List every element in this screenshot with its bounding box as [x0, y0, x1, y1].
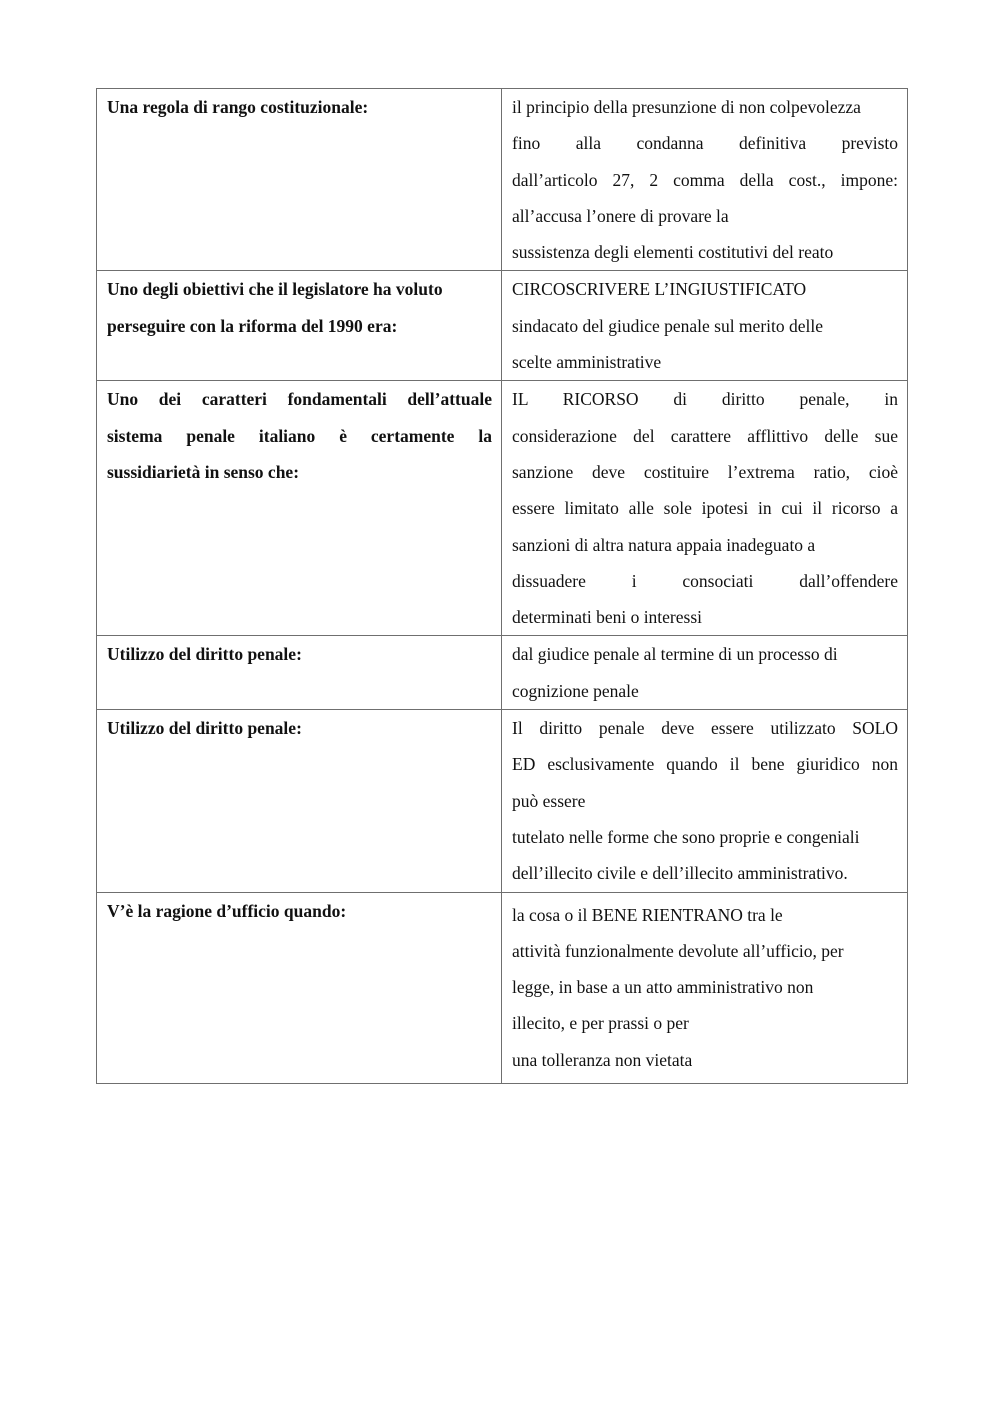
- answer-line: dall’articolo 27, 2 comma della cost., impone:: [512, 169, 898, 190]
- table-row: [97, 381, 908, 636]
- qa-table: [96, 88, 908, 1084]
- question-text: sistema penale italiano è certamente la: [107, 425, 492, 446]
- answer-cell: [502, 710, 908, 892]
- answer-line: all’accusa l’onere di provare la: [512, 205, 729, 226]
- table-row: [97, 710, 908, 892]
- answer-line: scelte amministrative: [512, 352, 662, 373]
- answer-line: dell’illecito civile e dell’illecito amministrativo.: [512, 863, 848, 884]
- answer-cell: [502, 271, 908, 381]
- answer-cell: [502, 636, 908, 710]
- answer-line: Il diritto penale deve essere utilizzato SOLO: [512, 718, 898, 739]
- question-text: perseguire con la riforma del 1990 era:: [107, 315, 398, 336]
- answer-line: legge, in base a un atto amministrativo non: [512, 977, 814, 998]
- answer-line: sindacato del giudice penale sul merito delle: [512, 315, 824, 336]
- answer-line: sanzione deve costituire l’extrema ratio, cioè: [512, 461, 898, 482]
- answer-line: essere limitato alle sole ipotesi in cui il ricorso a: [512, 498, 898, 519]
- answer-line: tutelato nelle forme che sono proprie e congeniali: [512, 826, 860, 847]
- answer-line: illecito, e per prassi o per: [512, 1013, 689, 1034]
- answer-line: dissuadere i consociati dall’offendere: [512, 570, 898, 591]
- answer-line: CIRCOSCRIVERE L’INGIUSTIFICATO: [512, 279, 807, 300]
- answer-line: sussistenza degli elementi costitutivi del reato: [512, 242, 834, 263]
- answer-line: IL RICORSO di diritto penale, in: [512, 389, 898, 410]
- answer-line: determinati beni o interessi: [512, 607, 703, 628]
- answer-line: ED esclusivamente quando il bene giuridico non: [512, 754, 898, 775]
- answer-line: una tolleranza non vietata: [512, 1049, 693, 1070]
- table-row: [97, 271, 908, 381]
- answer-line: dal giudice penale al termine di un processo di: [512, 644, 838, 665]
- question-cell: [97, 710, 502, 892]
- question-cell: [97, 381, 502, 636]
- answer-line: considerazione del carattere afflittivo delle sue: [512, 425, 898, 446]
- answer-cell: [502, 89, 908, 271]
- answer-line: cognizione penale: [512, 680, 639, 701]
- answer-line: attività funzionalmente devolute all’ufficio, per: [512, 940, 844, 961]
- question-text: Utilizzo del diritto penale:: [107, 644, 302, 665]
- table-row: [97, 892, 908, 1083]
- answer-line: sanzioni di altra natura appaia inadeguato a: [512, 534, 816, 555]
- answer-cell: [502, 381, 908, 636]
- answer-line: il principio della presunzione di non colpevolezza: [512, 97, 861, 117]
- question-text: Uno degli obiettivi che il legislatore ha voluto: [107, 279, 443, 300]
- table-row: [97, 89, 908, 271]
- question-text: V’è la ragione d’ufficio quando:: [107, 900, 347, 921]
- answer-cell: [502, 892, 908, 1083]
- answer-line: può essere: [512, 790, 586, 811]
- question-cell: [97, 636, 502, 710]
- question-cell: [97, 89, 502, 271]
- answer-line: la cosa o il BENE RIENTRANO tra le: [512, 904, 783, 925]
- question-text: Uno dei caratteri fondamentali dell’attuale: [107, 389, 492, 410]
- table-row: [97, 636, 908, 710]
- question-text: Utilizzo del diritto penale:: [107, 718, 302, 739]
- question-cell: [97, 271, 502, 381]
- answer-line: fino alla condanna definitiva previsto: [512, 133, 898, 154]
- question-text: Una regola di rango costituzionale:: [107, 97, 369, 117]
- question-text: sussidiarietà in senso che:: [107, 461, 300, 482]
- question-cell: [97, 892, 502, 1083]
